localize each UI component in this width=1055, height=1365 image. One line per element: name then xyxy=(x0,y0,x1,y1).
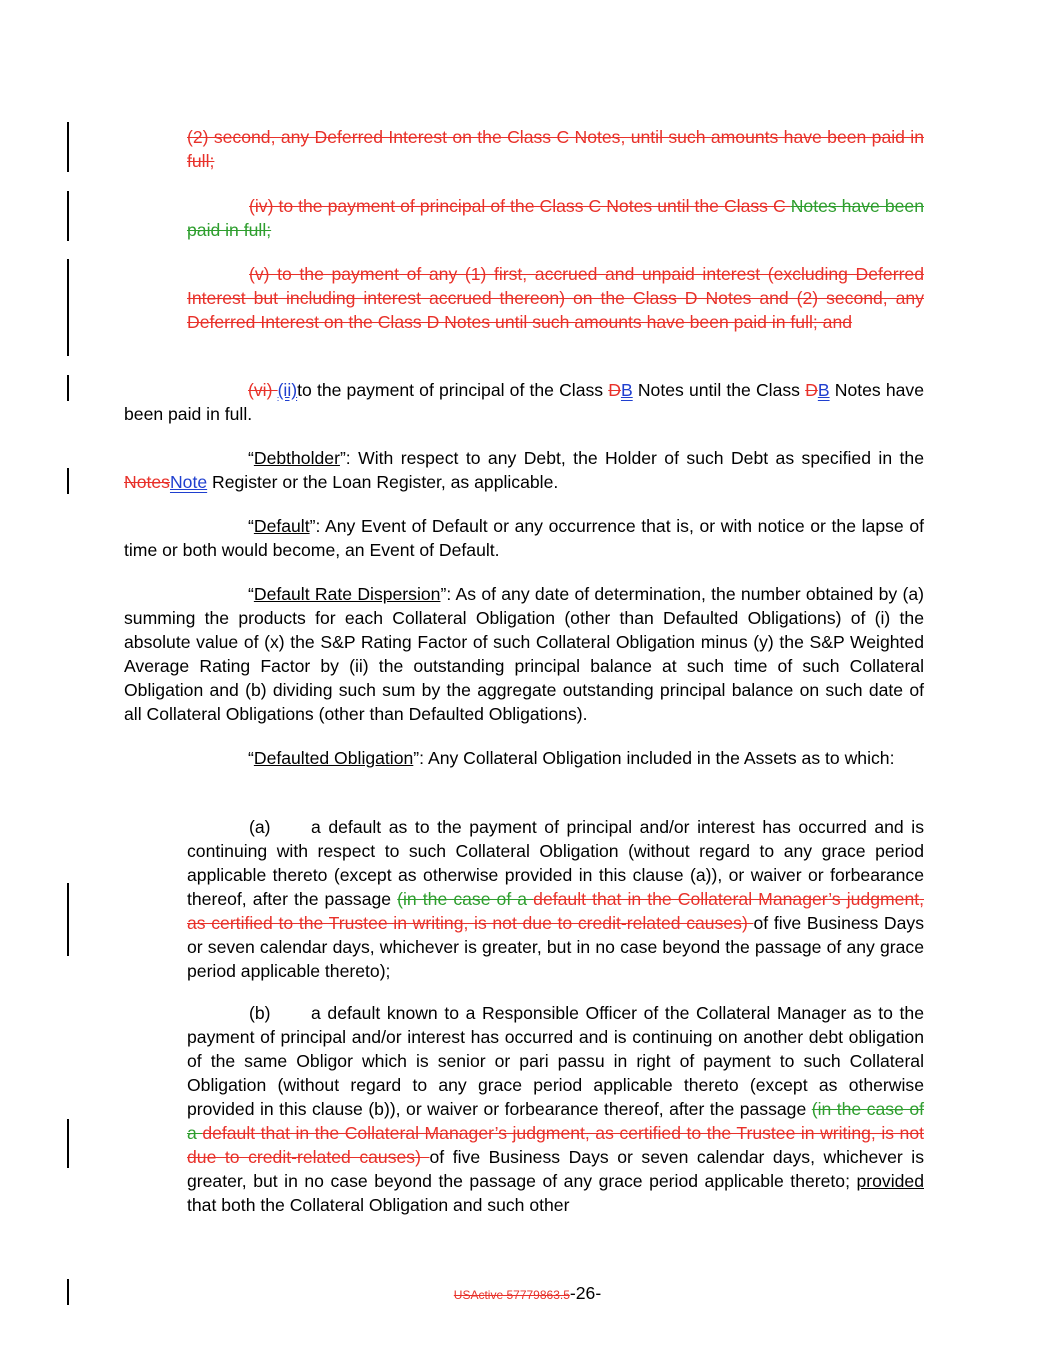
deleted-paragraph-class-c-deferred: (2) second, any Deferred Interest on the Class C Notes, until such amounts have been paid in full; xyxy=(187,127,924,171)
body-text: : With respect to any Debt, the Holder of such Debt as specified in the xyxy=(345,448,924,468)
deleted-text: Notes xyxy=(124,472,170,492)
body-text: : Any Event of Default or any occurrence that is, or with notice or the lapse of time or both would become, an Event of Default. xyxy=(124,516,924,560)
moved-text: Notes have been paid in full; xyxy=(187,196,924,240)
moved-text: (in the case of a xyxy=(397,889,534,909)
body-text: : Any Collateral Obligation included in the Assets as to which: xyxy=(419,748,895,768)
deleted-text: (vi) xyxy=(248,380,278,400)
paragraph-class-b-principal xyxy=(124,378,924,426)
change-bar xyxy=(67,1119,69,1168)
deleted-text: default that in the Collateral Manager’s judgment, as certified to the Trustee in writing, is not due to credit-related causes) xyxy=(187,889,925,933)
change-bar xyxy=(67,468,69,494)
change-bar xyxy=(67,375,69,401)
body-text: of five Business Days or seven calendar days, whichever is greater, but in no case beyond the passage of any grace period applicable thereto); xyxy=(187,913,924,981)
definition-default-rate-dispersion: “Default Rate Dispersion”: As of any date of determination, the number obtained by (a) summing the products for each Collateral Obligation (other than Defaulted Obligations) of (i) the absolute value of (x) the S&P Rating Factor of such Collateral Obligation minus (y) the S&P Weighted Average Rating Factor by (ii) the outstanding principal balance at such time of such Collateral Obligation and (b) dividing such sum by the aggregate outstanding principal balance on such date of all Collateral Obligations (other than Defaulted Obligations). xyxy=(124,584,924,724)
definition-defaulted-obligation: “Defaulted Obligation”: Any Collateral Obligation included in the Assets as to which: xyxy=(248,748,895,768)
inserted-text: B xyxy=(620,380,633,400)
body-text: Register or the Loan Register, as applicable. xyxy=(207,472,559,492)
body-text: : As of any date of determination, the number obtained by (a) summing the products for each Collateral Obligation (other than Defaulted Obligations) of (i) the absolute value of (x) the S&P Rating Factor of such Collateral Obligation minus (y) the S&P Weighted Average Rating Factor by (ii) the outstanding principal balance at such time of such Collateral Obligation and (b) dividing such sum by the aggregate outstanding principal balance on such date of all Collateral Obligations (other than Defaulted Obligations). xyxy=(124,584,924,724)
page-number: -26- xyxy=(569,1283,602,1303)
deleted-text: D xyxy=(608,380,621,400)
inserted-text: B xyxy=(817,380,830,400)
clause-label: (b) xyxy=(249,1003,271,1023)
document-id: USActive 57779863.5 xyxy=(453,1288,570,1302)
defined-term: Defaulted Obligation xyxy=(253,748,414,768)
definition-debtholder: “Debtholder”: With respect to any Debt, the Holder of such Debt as specified in the NotesNote Register or the Loan Register, as applicable. xyxy=(124,448,924,492)
page-footer xyxy=(0,1281,1055,1307)
deleted-text: D xyxy=(805,380,818,400)
change-bar xyxy=(67,883,69,956)
body-text: to the payment of principal of the Class xyxy=(297,380,609,400)
deleted-paragraph-class-c-principal xyxy=(187,194,924,242)
deleted-text: (v) to the payment of any (1) first, accrued and unpaid interest (excluding Deferred Interest but including interest accrued thereon) on the Class D Notes and (2) second, any Deferred Interest on the Class D Notes until such amounts have been paid in full; and xyxy=(187,264,924,332)
change-bar xyxy=(67,191,69,241)
inserted-text: (ii) xyxy=(277,380,298,400)
defined-term: Default xyxy=(253,516,310,536)
deleted-text: default that in the Collateral Manager’s judgment, as certified to the Trustee in writing, is not due to credit-related causes) xyxy=(187,1123,924,1167)
change-bar xyxy=(67,122,69,172)
body-text: Notes have been paid in full. xyxy=(124,380,924,424)
defined-term: Debtholder xyxy=(253,448,340,468)
deleted-paragraph-class-d-interest xyxy=(187,262,924,334)
deleted-text: (iv) to the payment of principal of the Class C Notes until the Class C xyxy=(249,196,791,216)
underlined-word: provided xyxy=(856,1171,924,1191)
body-text: of five Business Days or seven calendar days, whichever is greater, but in no case beyond the passage of any grace period applicable thereto; xyxy=(187,1147,924,1191)
clause-b xyxy=(187,1001,924,1217)
definition-default: “Default”: Any Event of Default or any occurrence that is, or with notice or the lapse of time or both would become, an Event of Default. xyxy=(124,516,924,560)
body-text: Notes until the Class xyxy=(632,380,806,400)
body-text: that both the Collateral Obligation and such other xyxy=(187,1195,570,1215)
clause-label: (a) xyxy=(249,817,271,837)
body-text: a default as to the payment of principal and/or interest has occurred and is continuing with respect to such Collateral Obligation (without regard to any grace period applicable thereto (except as otherwise provided in this clause (a)), or waiver or forbearance thereof, after the passage xyxy=(187,817,924,909)
clause-a xyxy=(187,815,924,983)
change-bar xyxy=(67,259,69,356)
moved-text: (in the case of a xyxy=(187,1099,924,1143)
inserted-text: Note xyxy=(169,472,208,492)
body-text: a default known to a Responsible Officer of the Collateral Manager as to the payment of principal and/or interest has occurred and is continuing on another debt obligation of the same Obligor which is senior or pari passu in right of payment to such Collateral Obligation (without regard to any grace period applicable thereto (except as otherwise provided in this clause (b)), or waiver or forbearance thereof, after the passage xyxy=(187,1003,924,1119)
defined-term: Default Rate Dispersion xyxy=(253,584,441,604)
